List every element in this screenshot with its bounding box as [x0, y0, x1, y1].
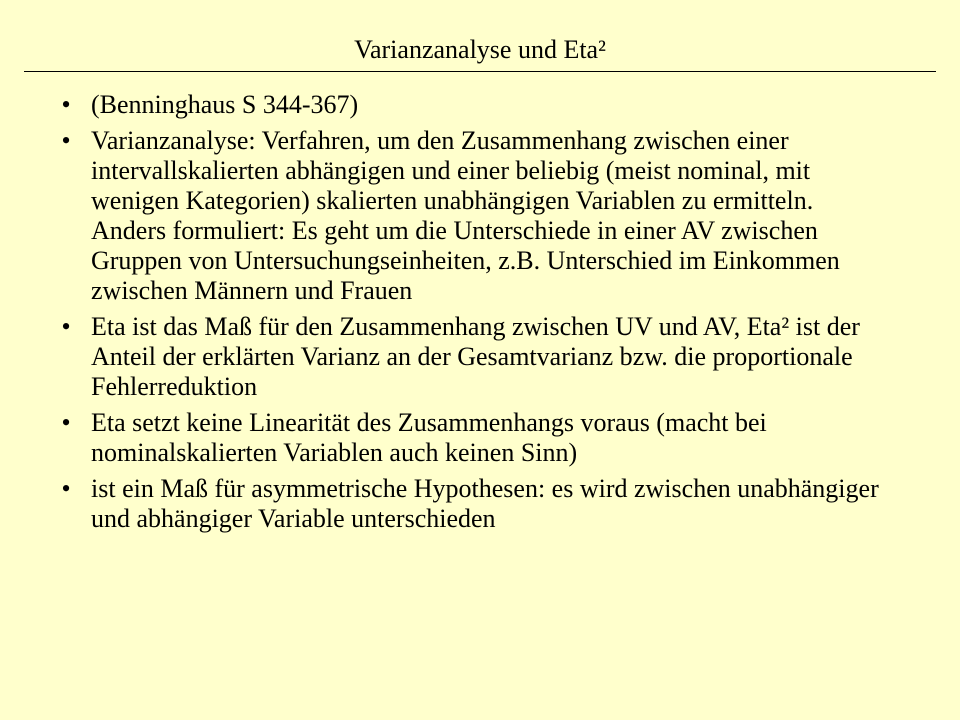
bullet-item-4	[0, 408, 891, 468]
bullet-text: Eta ist das Maß für den Zusammenhang zwischen UV und AV, Eta² ist der Anteil der erklärten Varianz an der Gesamtvarianz bzw. die proportionale Fehlerreduktion	[91, 312, 860, 401]
bullet-item-3	[0, 312, 891, 402]
bullet-mark: •	[61, 408, 71, 437]
bullet-list	[0, 90, 960, 540]
bullet-item-1	[0, 90, 891, 120]
bullet-mark: •	[61, 312, 71, 341]
bullet-text: Eta setzt keine Linearität des Zusammenhangs voraus (macht bei nominalskalierten Variablen auch keinen Sinn)	[91, 408, 767, 467]
bullet-item-5	[0, 474, 891, 534]
bullet-text: (Benninghaus S 344-367)	[91, 90, 359, 119]
bullet-text: ist ein Maß für asymmetrische Hypothesen: es wird zwischen unabhängiger und abhängiger Variable unterschieden	[91, 474, 879, 533]
bullet-text: Varianzanalyse: Verfahren, um den Zusammenhang zwischen einer intervallskalierten abhängigen und einer beliebig (meist nominal, mit wenigen Kategorien) skalierten unabhängigen Variablen zu ermitteln. Anders formuliert: Es geht um die Unterschiede in einer AV zwischen Gruppen von Untersuchungseinheiten, z.B. Unterschied im Einkommen zwischen Männern und Frauen	[91, 126, 840, 305]
bullet-mark: •	[61, 126, 71, 155]
bullet-item-2	[0, 126, 891, 306]
bullet-mark: •	[61, 474, 71, 503]
bullet-mark: •	[61, 90, 71, 119]
title-divider	[24, 71, 936, 72]
slide-title: Varianzanalyse und Eta²	[354, 35, 606, 64]
